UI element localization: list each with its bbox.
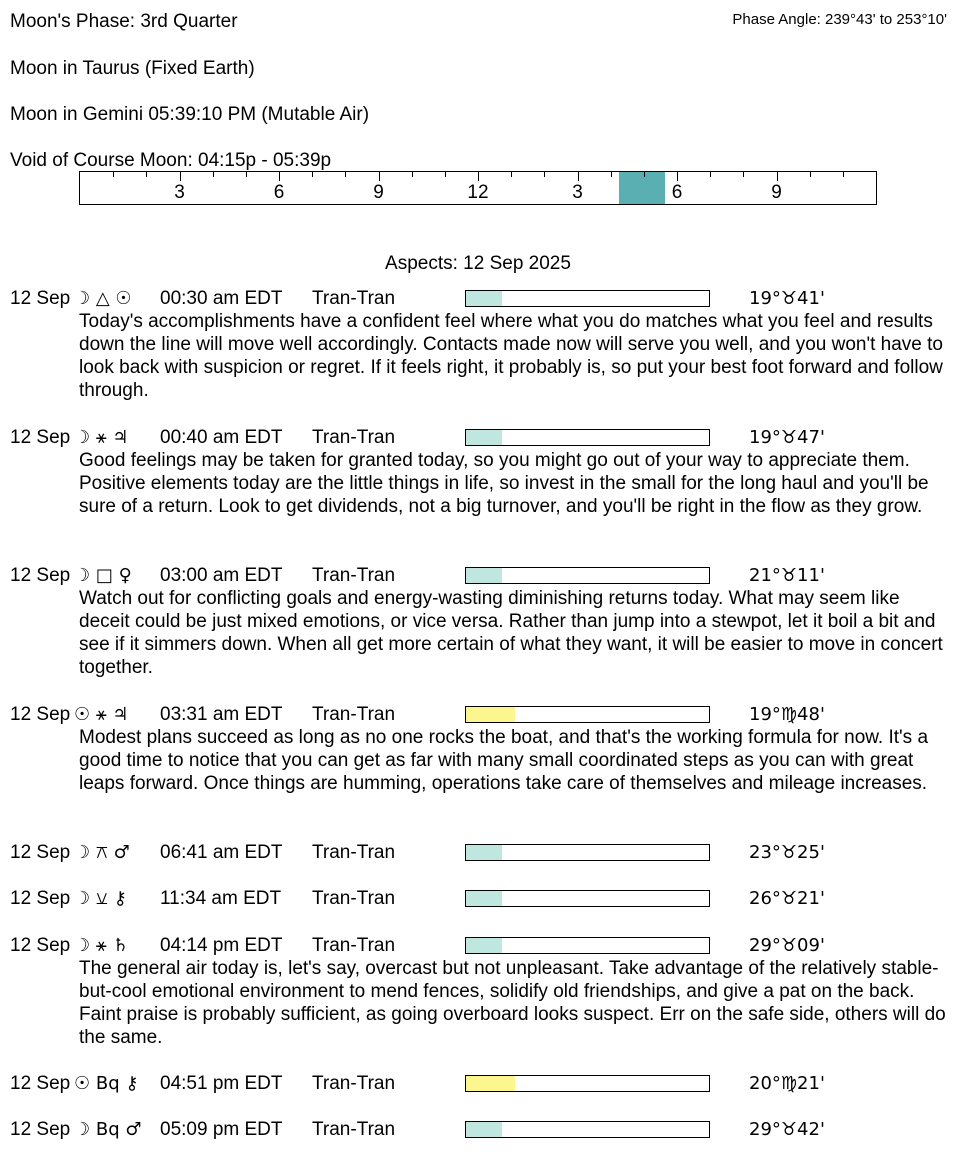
aspect-strength-fill bbox=[466, 291, 502, 306]
aspect-entry bbox=[10, 1073, 960, 1095]
aspect-position: 23°♉25' bbox=[749, 842, 825, 863]
aspect-strength-bar bbox=[465, 844, 710, 861]
timeline-tick bbox=[113, 172, 114, 177]
timeline-tick bbox=[777, 172, 778, 181]
aspect-entry bbox=[10, 935, 960, 1049]
moon-ingress: Moon in Gemini 05:39:10 PM (Mutable Air) bbox=[10, 104, 370, 125]
timeline-tick bbox=[710, 172, 711, 177]
aspect-symbols: ☽ △ ☉ bbox=[74, 288, 132, 309]
aspect-strength-bar bbox=[465, 937, 710, 954]
aspect-time: 03:31 am EDT bbox=[160, 704, 283, 725]
timeline-tick bbox=[544, 172, 545, 177]
timeline-tick bbox=[180, 172, 181, 181]
aspect-date: 12 Sep bbox=[10, 1073, 71, 1094]
aspect-symbols: ☽ ⚹ ♃ bbox=[74, 427, 129, 448]
phase-angle: Phase Angle: 239°43' to 253°10' bbox=[732, 11, 947, 28]
timeline-tick bbox=[478, 172, 479, 181]
aspect-position: 29°♉42' bbox=[749, 1119, 825, 1140]
aspect-strength-bar bbox=[465, 429, 710, 446]
aspect-entry bbox=[10, 1119, 960, 1141]
aspect-strength-bar bbox=[465, 890, 710, 907]
timeline-tick bbox=[379, 172, 380, 181]
aspect-position: 21°♉11' bbox=[749, 565, 825, 586]
aspect-strength-fill bbox=[466, 430, 502, 445]
timeline-label: 6 bbox=[671, 182, 683, 203]
timeline-tick bbox=[743, 172, 744, 177]
aspect-interpretation: The general air today is, let's say, overcast but not unpleasant. Take advantage of the relatively stable-but-cool emotional environment to mend fences, solidify old friendships, and give a pat on the back. Faint praise is probably sufficient, as going overboard looks suspect. Err on the safe side, others will do the same. bbox=[79, 958, 946, 1048]
aspect-position: 26°♉21' bbox=[749, 888, 825, 909]
aspect-date: 12 Sep bbox=[10, 1119, 71, 1140]
aspect-time: 05:09 pm EDT bbox=[160, 1119, 283, 1140]
aspect-type: Tran-Tran bbox=[312, 842, 396, 863]
aspect-entry bbox=[10, 704, 960, 795]
timeline-label: 6 bbox=[273, 182, 285, 203]
aspect-time: 04:51 pm EDT bbox=[160, 1073, 283, 1094]
aspect-date: 12 Sep bbox=[10, 288, 71, 309]
aspects-title: Aspects: 12 Sep 2025 bbox=[385, 253, 571, 274]
timeline-tick bbox=[611, 172, 612, 177]
aspect-strength-bar bbox=[465, 567, 710, 584]
timeline-tick bbox=[578, 172, 579, 181]
aspect-strength-bar bbox=[465, 1075, 710, 1092]
aspect-strength-fill bbox=[466, 1122, 502, 1137]
timeline-label: 3 bbox=[174, 182, 185, 203]
timeline-label: 9 bbox=[771, 182, 782, 203]
aspect-type: Tran-Tran bbox=[312, 1119, 396, 1140]
aspect-interpretation: Today's accomplishments have a confident feel where what you do matches what you feel and results down the line will move well accordingly. Contacts made now will serve you well, and you won't have to look back with suspicion or regret. If it feels right, it probably is, so put your best foot forward and follow through. bbox=[79, 311, 943, 401]
aspect-strength-fill bbox=[466, 707, 515, 722]
moon-sign: Moon in Taurus (Fixed Earth) bbox=[10, 58, 255, 79]
timeline-tick bbox=[246, 172, 247, 177]
timeline-tick bbox=[445, 172, 446, 177]
aspect-symbols: ☽ Bq ♂ bbox=[74, 1119, 142, 1140]
aspect-type: Tran-Tran bbox=[312, 288, 396, 309]
aspect-interpretation: Good feelings may be taken for granted today, so you might go out of your way to appreciate them. Positive elements today are the little things in life, so invest in the small for the long haul and you'll be sure of a return. Look to get dividends, not a big turnover, and you'll be right in the flow as they grow. bbox=[79, 450, 929, 517]
aspect-time: 03:00 am EDT bbox=[160, 565, 283, 586]
aspect-strength-bar bbox=[465, 290, 710, 307]
aspect-type: Tran-Tran bbox=[312, 565, 396, 586]
aspect-position: 20°♍21' bbox=[749, 1073, 825, 1094]
aspect-position: 29°♉09' bbox=[749, 935, 825, 956]
aspect-type: Tran-Tran bbox=[312, 427, 396, 448]
aspect-type: Tran-Tran bbox=[312, 1073, 396, 1094]
timeline-label: 9 bbox=[373, 182, 384, 203]
aspect-symbols: ☉ ⚹ ♃ bbox=[74, 704, 129, 725]
timeline-tick bbox=[345, 172, 346, 177]
timeline-tick bbox=[843, 172, 844, 177]
void-of-course: Void of Course Moon: 04:15p - 05:39p bbox=[10, 150, 332, 171]
void-of-course-block bbox=[619, 172, 665, 204]
void-of-course-timeline bbox=[79, 171, 877, 205]
moon-phase: Moon's Phase: 3rd Quarter bbox=[10, 11, 238, 32]
aspect-entry bbox=[10, 888, 960, 910]
aspect-entry bbox=[10, 427, 960, 518]
aspect-interpretation: Modest plans succeed as long as no one rocks the boat, and that's the working formula for now. It's a good time to notice that you can get as far with many small coordinated steps as you can with great leaps forward. Once things are humming, operations take care of themselves and mileage increases. bbox=[79, 727, 929, 794]
aspect-type: Tran-Tran bbox=[312, 935, 396, 956]
aspect-strength-bar bbox=[465, 1121, 710, 1138]
timeline-tick bbox=[677, 172, 678, 181]
aspect-position: 19°♍48' bbox=[749, 704, 825, 725]
timeline-label: 3 bbox=[572, 182, 583, 203]
aspect-date: 12 Sep bbox=[10, 704, 71, 725]
aspect-time: 11:34 am EDT bbox=[160, 888, 282, 909]
timeline-tick bbox=[279, 172, 280, 181]
timeline-tick bbox=[511, 172, 512, 177]
timeline-tick bbox=[146, 172, 147, 177]
aspect-symbols: ☽ ⚹ ♄ bbox=[74, 935, 129, 956]
timeline-label: 12 bbox=[467, 182, 489, 203]
aspect-entry bbox=[10, 565, 960, 679]
timeline-tick bbox=[412, 172, 413, 177]
aspect-strength-fill bbox=[466, 845, 502, 860]
aspect-entry bbox=[10, 842, 960, 864]
aspect-strength-fill bbox=[466, 1076, 515, 1091]
aspect-type: Tran-Tran bbox=[312, 888, 396, 909]
aspect-type: Tran-Tran bbox=[312, 704, 396, 725]
aspect-strength-fill bbox=[466, 568, 502, 583]
aspect-date: 12 Sep bbox=[10, 888, 71, 909]
aspect-strength-fill bbox=[466, 938, 502, 953]
aspect-time: 00:40 am EDT bbox=[160, 427, 283, 448]
aspect-symbols: ☽ ⚺ ⚷ bbox=[74, 888, 127, 909]
aspect-time: 04:14 pm EDT bbox=[160, 935, 283, 956]
aspect-date: 12 Sep bbox=[10, 935, 71, 956]
aspect-position: 19°♉47' bbox=[749, 427, 825, 448]
timeline-tick bbox=[644, 172, 645, 177]
aspect-strength-bar bbox=[465, 706, 710, 723]
timeline-tick bbox=[312, 172, 313, 177]
aspect-symbols: ☉ Bq ⚷ bbox=[74, 1073, 139, 1094]
timeline-tick bbox=[213, 172, 214, 177]
timeline-tick bbox=[810, 172, 811, 177]
aspect-date: 12 Sep bbox=[10, 565, 71, 586]
aspect-time: 06:41 am EDT bbox=[160, 842, 283, 863]
aspect-date: 12 Sep bbox=[10, 842, 71, 863]
aspect-symbols: ☽ □ ♀ bbox=[74, 565, 132, 586]
aspect-time: 00:30 am EDT bbox=[160, 288, 283, 309]
aspect-strength-fill bbox=[466, 891, 502, 906]
aspect-interpretation: Watch out for conflicting goals and energy-wasting diminishing returns today. What may seem like deceit could be just mixed emotions, or vice versa. Rather than jump into a stewpot, let it boil a bit and see if it simmers down. When all get more certain of what they want, it will be easier to move in concert together. bbox=[79, 588, 943, 678]
aspect-entry bbox=[10, 288, 960, 402]
aspect-symbols: ☽ ⚻ ♂ bbox=[74, 842, 130, 863]
aspect-date: 12 Sep bbox=[10, 427, 71, 448]
aspect-position: 19°♉41' bbox=[749, 288, 825, 309]
